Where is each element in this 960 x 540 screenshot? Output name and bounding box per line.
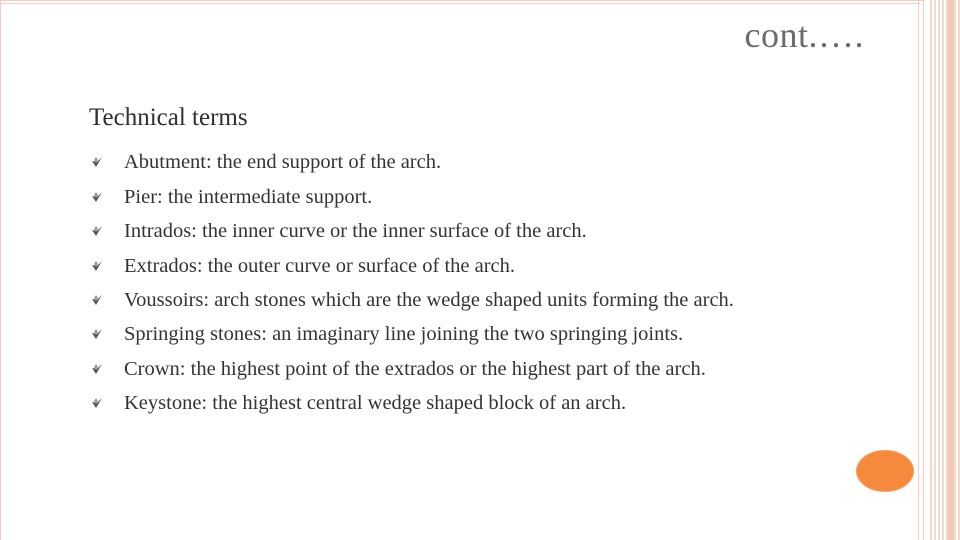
term-text: Voussoirs: arch stones which are the wedge shaped units forming the arch.: [124, 289, 734, 311]
frame-right-line-inner: [923, 0, 924, 540]
checkmark-diamond-bullet-icon: [91, 214, 105, 249]
frame-top-line: [0, 0, 925, 1]
term-text: Keystone: the highest central wedge shaped block of an arch.: [124, 392, 627, 414]
checkmark-diamond-bullet-icon: [91, 145, 105, 180]
term-text: Intrados: the inner curve or the inner surface of the arch.: [124, 220, 587, 242]
section-heading: Technical terms: [89, 104, 248, 131]
list-item: [89, 386, 879, 421]
orange-oval-decoration: [856, 450, 914, 492]
term-text: Pier: the intermediate support.: [124, 185, 373, 208]
checkmark-diamond-bullet-icon: [91, 249, 105, 284]
term-text: Extrados: the outer curve or surface of the arch.: [124, 254, 516, 277]
term-text: Springing stones: an imaginary line joining the two springing joints.: [124, 323, 684, 345]
term-text: Crown: the highest point of the extrados or the highest part of the arch.: [124, 357, 706, 380]
checkmark-diamond-bullet-icon: [91, 180, 105, 215]
decorative-side-band: [930, 0, 960, 540]
frame-left-line: [0, 0, 1, 540]
list-item: [89, 145, 879, 180]
list-item: [89, 352, 879, 387]
checkmark-diamond-bullet-icon: [91, 386, 105, 421]
checkmark-diamond-bullet-icon: [91, 283, 105, 318]
list-item: [89, 317, 879, 352]
term-list: [89, 145, 879, 421]
decorative-side-stripe: [948, 0, 954, 540]
term-text: Abutment: the end support of the arch.: [124, 151, 442, 173]
checkmark-diamond-bullet-icon: [91, 352, 105, 387]
list-item: [89, 214, 879, 249]
list-item: [89, 249, 879, 284]
slide-title: cont.….: [744, 15, 864, 55]
frame-right-line: [918, 0, 919, 540]
list-item: [89, 180, 879, 215]
frame-top-line-inner: [0, 3, 920, 4]
checkmark-diamond-bullet-icon: [91, 317, 105, 352]
list-item: [89, 283, 879, 317]
